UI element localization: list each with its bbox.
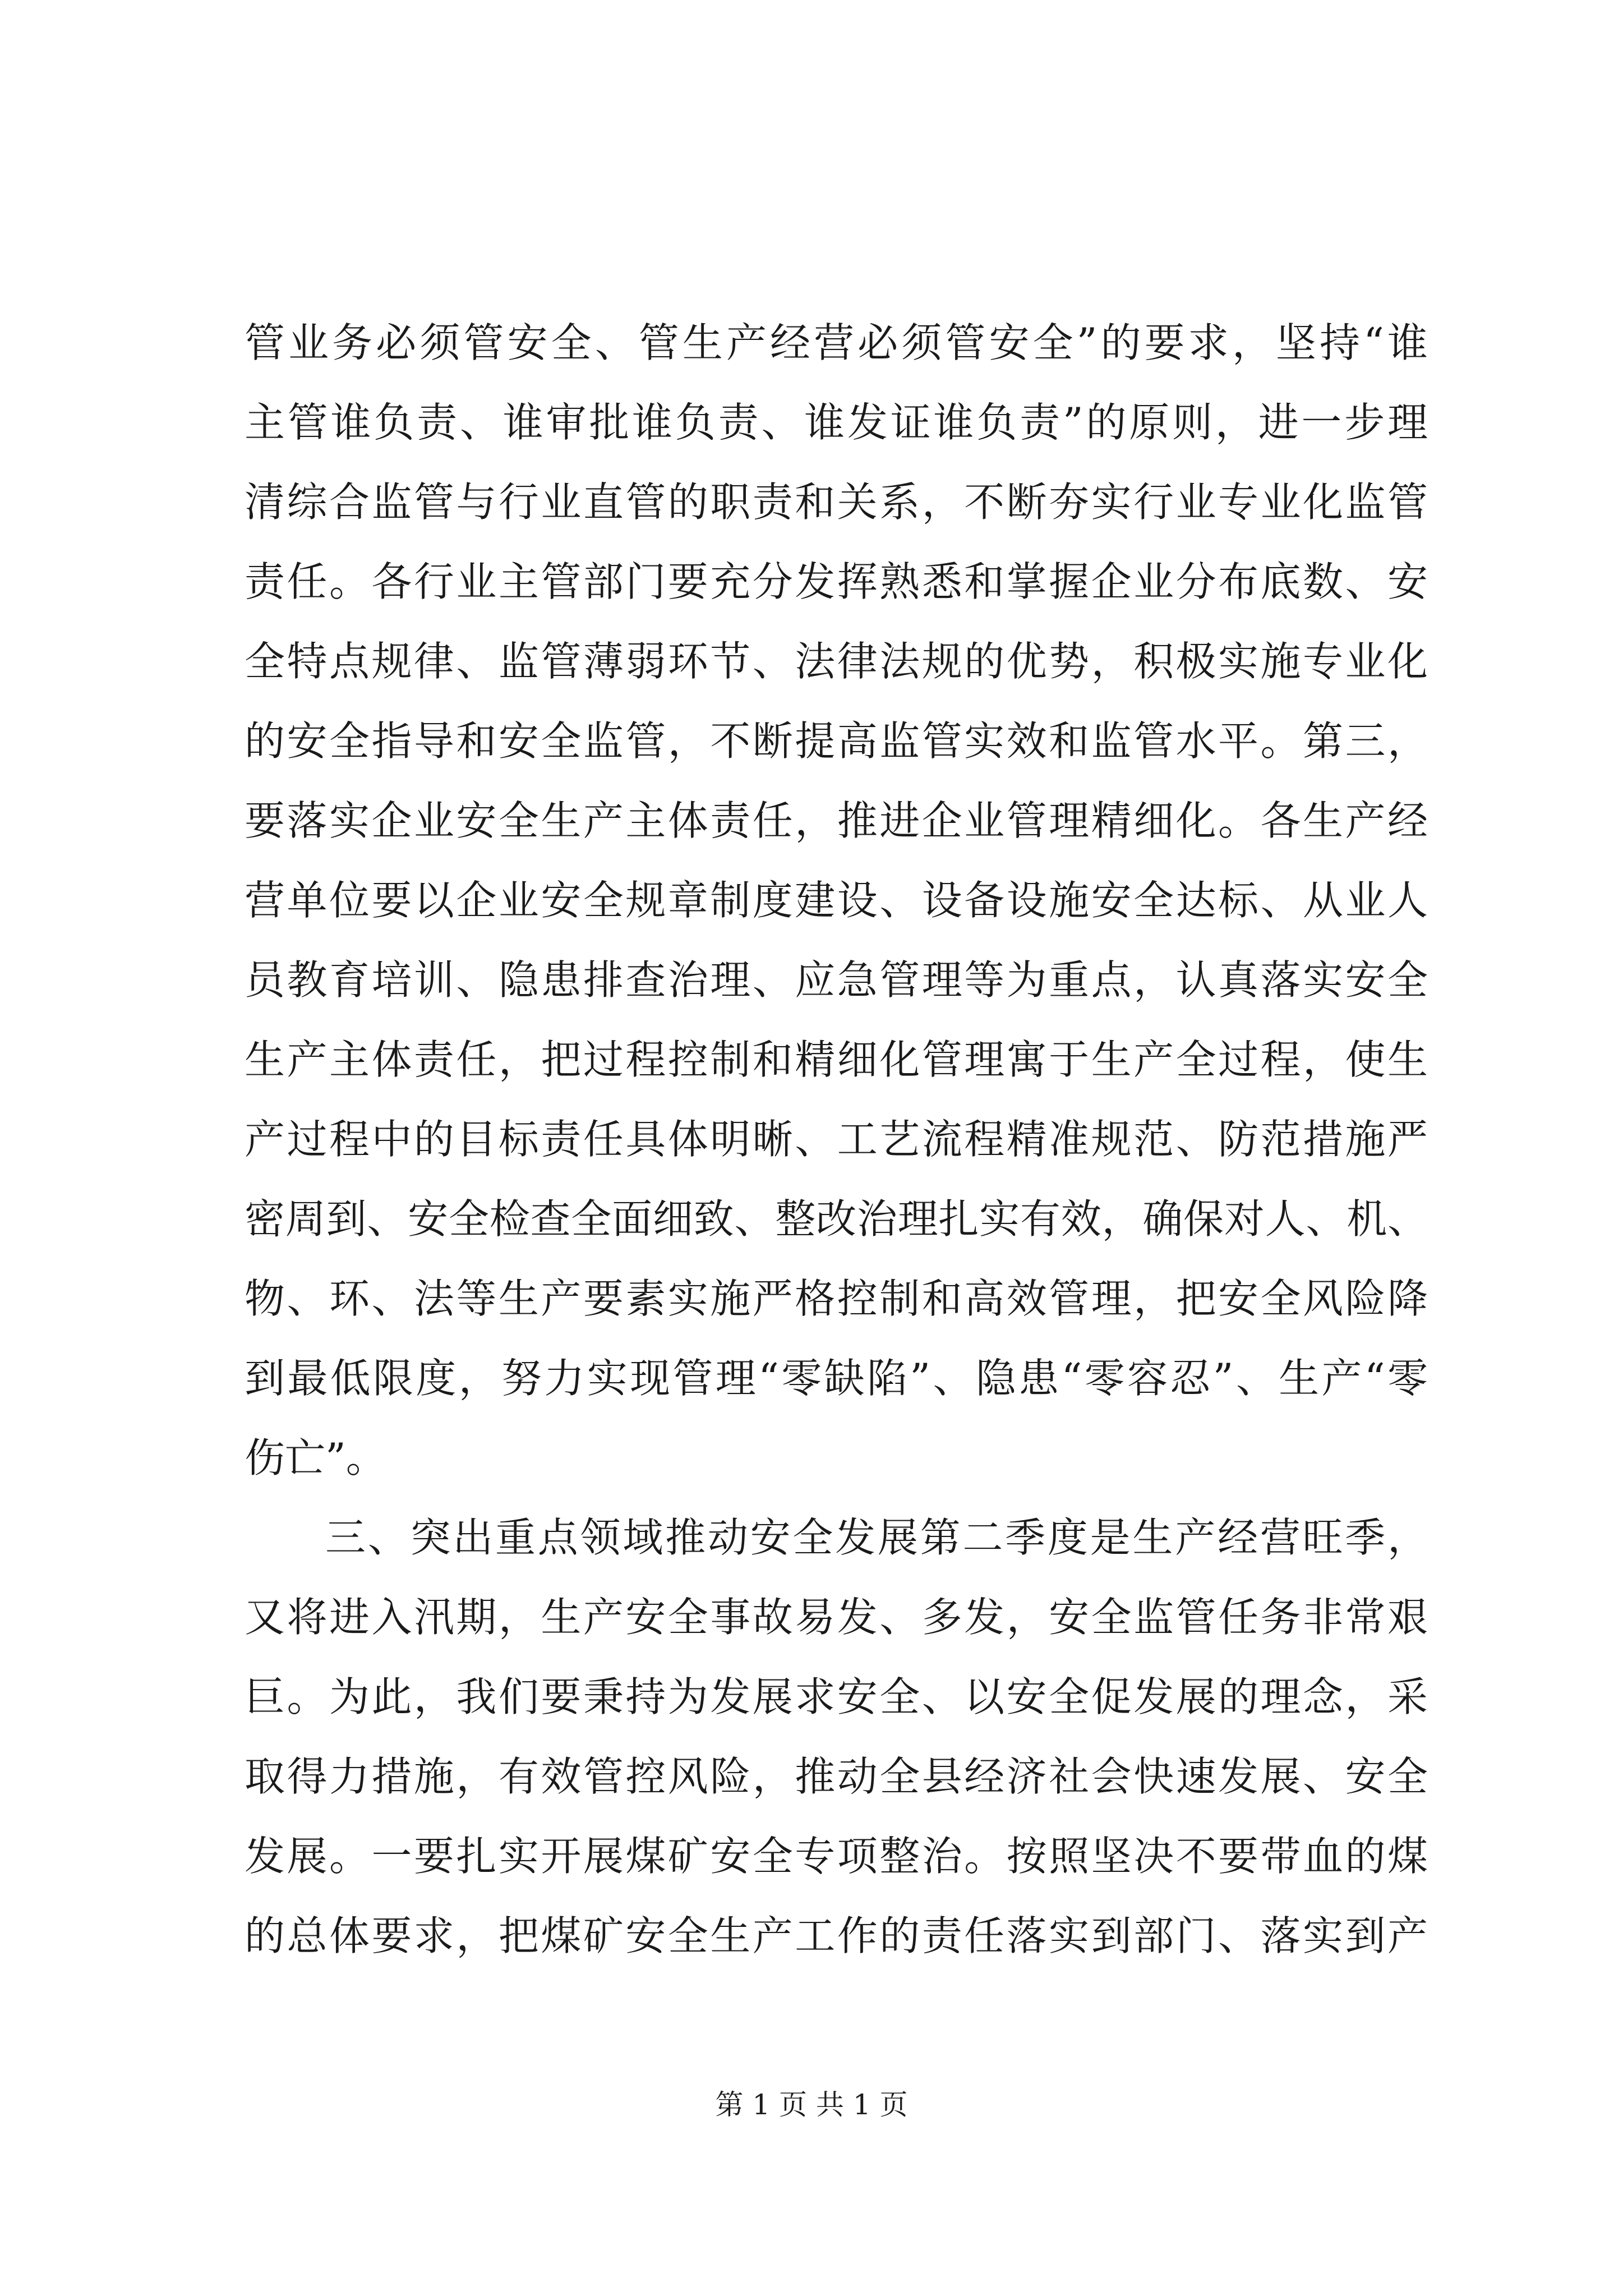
text-line: 责任。各行业主管部门要充分发挥熟悉和掌握企业分布底数、安 xyxy=(245,558,1428,605)
text-line: 全特点规律、监管薄弱环节、法律法规的优势，积极实施专业化 xyxy=(245,638,1428,685)
text-line: 生产主体责任，把过程控制和精细化管理寓于生产全过程，使生 xyxy=(245,1036,1428,1083)
text-line: 又将进入汛期，生产安全事故易发、多发，安全监管任务非常艰 xyxy=(245,1594,1428,1641)
text-line: 物、环、法等生产要素实施严格控制和高效管理，把安全风险降 xyxy=(245,1275,1428,1322)
text-line: 员教育培训、隐患排查治理、应急管理等为重点，认真落实安全 xyxy=(245,956,1428,1004)
text-line: 密周到、安全检查全面细致、整改治理扎实有效，确保对人、机、 xyxy=(245,1195,1428,1243)
text-line: 主管谁负责、谁审批谁负责、谁发证谁负责”的原则，进一步理 xyxy=(245,399,1428,446)
text-line: 到最低限度，努力实现管理“零缺陷”、隐患“零容忍”、生产“零 xyxy=(245,1355,1428,1402)
text-line: 清综合监管与行业直管的职责和关系，不断夯实行业专业化监管 xyxy=(245,478,1428,526)
text-line: 产过程中的目标责任具体明晰、工艺流程精准规范、防范措施严 xyxy=(245,1116,1428,1163)
text-line: 要落实企业安全生产主体责任，推进企业管理精细化。各生产经 xyxy=(245,797,1428,844)
text-line: 取得力措施，有效管控风险，推动全县经济社会快速发展、安全 xyxy=(245,1753,1428,1800)
paragraph-first-line: 三、突出重点领域推动安全发展第二季度是生产经营旺季， xyxy=(325,1514,1428,1561)
text-line: 管业务必须管安全、管生产经营必须管安全”的要求，坚持“谁 xyxy=(245,319,1428,366)
text-line: 的安全指导和安全监管，不断提高监管实效和监管水平。第三， xyxy=(245,717,1428,765)
page-number-footer: 第 1 页 共 1 页 xyxy=(715,2088,908,2121)
text-line: 伤亡”。 xyxy=(245,1434,386,1481)
text-line: 发展。一要扎实开展煤矿安全专项整治。按照坚决不要带血的煤 xyxy=(245,1833,1428,1880)
text-line: 巨。为此，我们要秉持为发展求安全、以安全促发展的理念，采 xyxy=(245,1673,1428,1720)
document-body xyxy=(245,303,1428,1976)
text-line: 营单位要以企业安全规章制度建设、设备设施安全达标、从业人 xyxy=(245,877,1428,924)
text-line: 的总体要求，把煤矿安全生产工作的责任落实到部门、落实到产 xyxy=(245,1912,1428,1959)
